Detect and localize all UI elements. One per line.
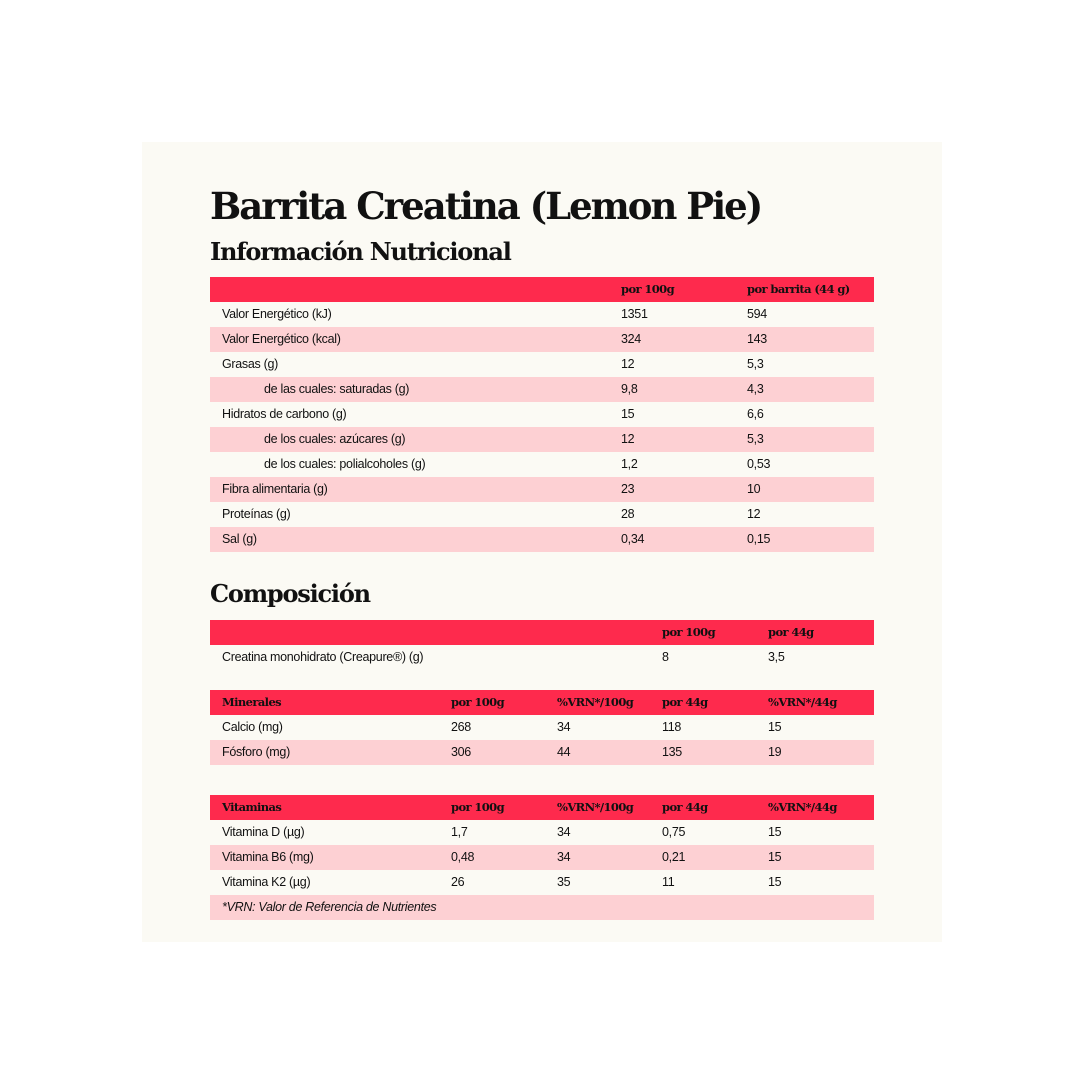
row-value: 15 (768, 875, 782, 889)
table-row (210, 845, 874, 870)
row-value-perbar: 12 (747, 507, 761, 521)
row-value-per100: 28 (621, 507, 635, 521)
row-value: 1,7 (451, 825, 468, 839)
vitamins-col-per100: por 100g (451, 800, 505, 814)
table-row (210, 740, 874, 765)
row-value: 0,21 (662, 850, 686, 864)
nutrition-header-row (210, 277, 874, 302)
row-value: 306 (451, 745, 471, 759)
vitamins-table (210, 795, 874, 920)
table-row (210, 870, 874, 895)
vitamins-col-per44: por 44g (662, 800, 708, 814)
minerals-col-per100: por 100g (451, 695, 505, 709)
row-value: 26 (451, 875, 465, 889)
row-value-perbar: 5,3 (747, 432, 764, 446)
minerals-table (210, 690, 874, 765)
row-value: 15 (768, 850, 782, 864)
table-row (210, 427, 874, 452)
row-label: Calcio (mg) (222, 720, 283, 734)
row-value-perbar: 10 (747, 482, 761, 496)
row-value-perbar: 4,3 (747, 382, 764, 396)
row-label: Valor Energético (kcal) (222, 332, 341, 346)
composition-heading: Composición (210, 579, 370, 608)
row-value: 34 (557, 850, 571, 864)
row-value: 268 (451, 720, 471, 734)
row-value: 15 (768, 825, 782, 839)
row-value: 35 (557, 875, 571, 889)
row-value-per100: 8 (662, 650, 669, 664)
row-label: Vitamina K2 (µg) (222, 875, 311, 889)
composition-table (210, 620, 874, 670)
row-label: de las cuales: saturadas (g) (264, 382, 410, 396)
row-label: Proteínas (g) (222, 507, 291, 521)
row-value: 0,48 (451, 850, 475, 864)
row-value: 44 (557, 745, 571, 759)
row-value-perbar: 594 (747, 307, 767, 321)
row-value: 0,75 (662, 825, 686, 839)
composition-col-per100: por 100g (662, 625, 716, 639)
table-row (210, 477, 874, 502)
row-value-per44: 3,5 (768, 650, 785, 664)
row-value-per100: 1,2 (621, 457, 638, 471)
row-value-per100: 1351 (621, 307, 648, 321)
row-value-per100: 324 (621, 332, 641, 346)
row-value-per100: 12 (621, 357, 635, 371)
vrn-footnote: *VRN: Valor de Referencia de Nutrientes (222, 900, 437, 914)
minerals-header-row (210, 690, 874, 715)
row-label: de los cuales: azúcares (g) (264, 432, 406, 446)
row-value-perbar: 0,15 (747, 532, 771, 546)
vitamins-header-row (210, 795, 874, 820)
table-row (210, 327, 874, 352)
product-title: Barrita Creatina (Lemon Pie) (210, 184, 762, 228)
row-value-perbar: 6,6 (747, 407, 764, 421)
row-value: 11 (662, 875, 675, 889)
nutrition-col-per100: por 100g (621, 282, 675, 296)
minerals-col-vrn44: %VRN*/44g (768, 695, 837, 709)
row-label: Hidratos de carbono (g) (222, 407, 347, 421)
row-label: Grasas (g) (222, 357, 279, 371)
row-value-perbar: 143 (747, 332, 767, 346)
vitamins-col-vrn100: %VRN*/100g (557, 800, 634, 814)
row-value-per100: 12 (621, 432, 635, 446)
row-label: Fibra alimentaria (g) (222, 482, 328, 496)
row-value-per100: 23 (621, 482, 635, 496)
vitamins-heading: Vitaminas (222, 800, 282, 814)
composition-header-row (210, 620, 874, 645)
table-row (210, 645, 874, 670)
table-row (210, 302, 874, 327)
row-value: 34 (557, 825, 571, 839)
minerals-col-vrn100: %VRN*/100g (557, 695, 634, 709)
row-value: 34 (557, 720, 571, 734)
row-value: 15 (768, 720, 782, 734)
row-label: Creatina monohidrato (Creapure®) (g) (222, 650, 424, 664)
row-value: 135 (662, 745, 682, 759)
row-value-per100: 0,34 (621, 532, 645, 546)
footnote-row (210, 895, 874, 920)
row-label: Fósforo (mg) (222, 745, 290, 759)
row-value-perbar: 5,3 (747, 357, 764, 371)
composition-col-per44: por 44g (768, 625, 814, 639)
row-value-perbar: 0,53 (747, 457, 771, 471)
row-value: 118 (662, 720, 682, 734)
table-row (210, 715, 874, 740)
vitamins-col-vrn44: %VRN*/44g (768, 800, 837, 814)
table-row (210, 502, 874, 527)
nutrition-table (210, 277, 874, 552)
nutrition-col-perbar: por barrita (44 g) (747, 282, 850, 296)
row-label: Vitamina D (µg) (222, 825, 305, 839)
nutrition-heading: Información Nutricional (210, 237, 511, 266)
row-value-per100: 15 (621, 407, 635, 421)
row-value: 19 (768, 745, 782, 759)
table-row (210, 352, 874, 377)
row-label: Sal (g) (222, 532, 257, 546)
table-row (210, 452, 874, 477)
table-row (210, 527, 874, 552)
table-row (210, 820, 874, 845)
row-value-per100: 9,8 (621, 382, 638, 396)
minerals-col-per44: por 44g (662, 695, 708, 709)
minerals-heading: Minerales (222, 695, 282, 709)
row-label: de los cuales: polialcoholes (g) (264, 457, 426, 471)
table-row (210, 402, 874, 427)
row-label: Vitamina B6 (mg) (222, 850, 314, 864)
table-row (210, 377, 874, 402)
row-label: Valor Energético (kJ) (222, 307, 332, 321)
